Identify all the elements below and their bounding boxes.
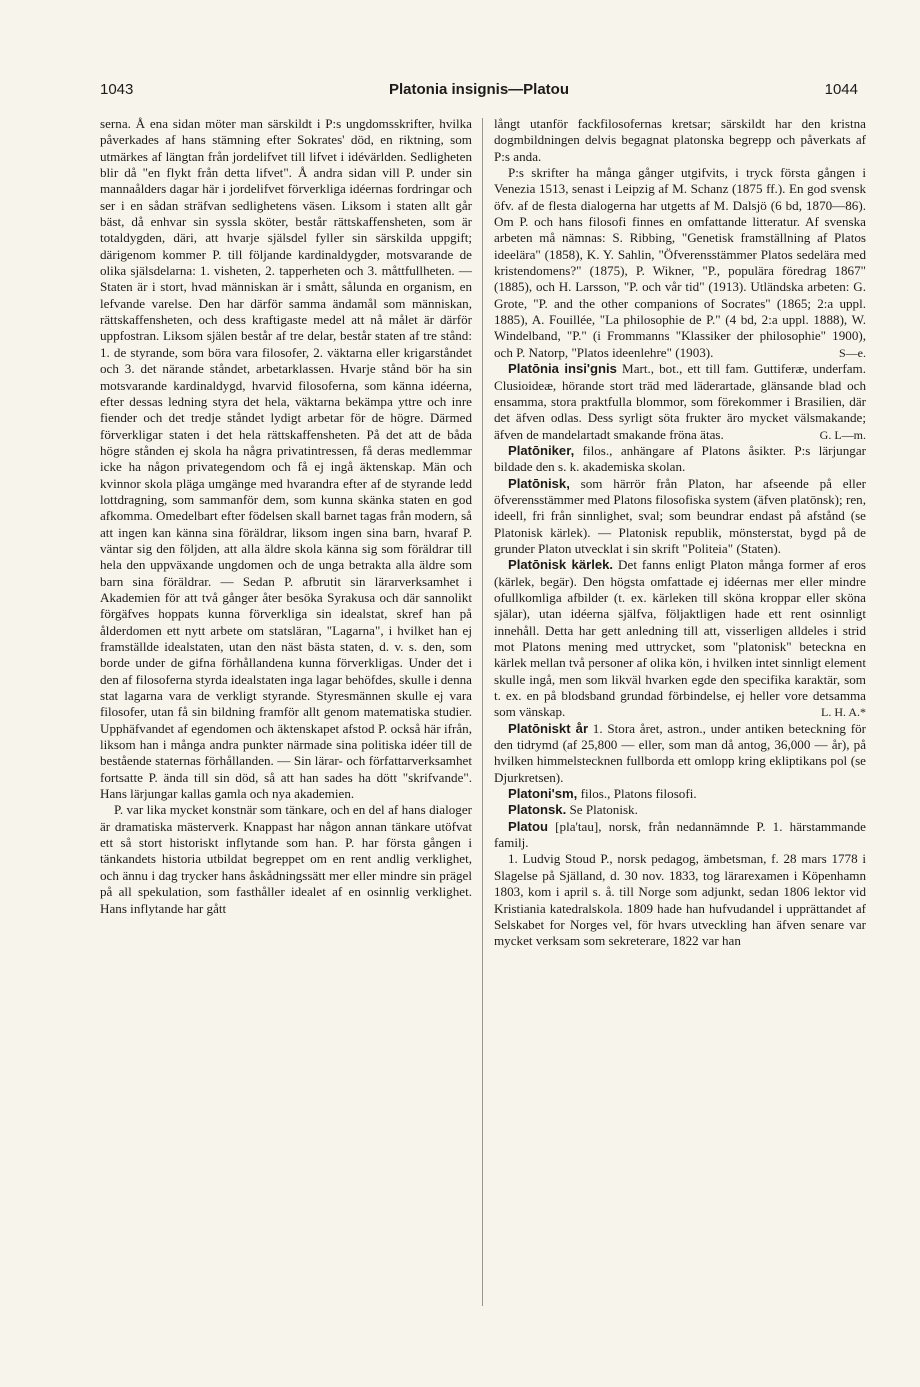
left-column — [100, 116, 472, 917]
entry-headword: Platōniskt år — [508, 720, 589, 736]
entry-body: filos., Platons filosofi. — [577, 786, 697, 802]
right-column — [494, 116, 866, 950]
column-divider — [482, 118, 483, 1306]
left-paragraph-2: P. var lika mycket konstnär som tänkare, och en del af hans dialoger är dramatiska mästerverk. Knappast har någon annan tänkare utöfvat ett så stort historiskt inflytande som han. P. har första gången i tänkandets historia utbildat begreppet om en rent andlig verklighet, och ännu i dag trycker hans åskådningssätt mer eller mindre sin prägel på all spekulation, som fasthåller idealet af en osinnlig verklighet. Hans inflytande har gått — [100, 802, 472, 916]
entry-headword: Platōnisk kärlek. — [508, 557, 614, 573]
entry-headword: Platōniker, — [508, 442, 575, 458]
right-paragraph-2 — [494, 165, 866, 361]
entry-body: [pla'tau], norsk, från nedannämnde P. 1. härstammande familj. — [494, 818, 866, 851]
entry-body: Se Platonisk. — [566, 802, 638, 818]
right-paragraph-1: långt utanför fackfilosofernas kretsar; särskildt har den kristna dogmbildningen delvis begagnat platonska begrepp och påverkats af P:s anda. — [494, 116, 866, 164]
entry-headword: Platoni'sm, — [508, 786, 578, 802]
entry-platoniker — [494, 443, 866, 476]
entry-body: filos., anhängare af Platons åsikter. P:s lärjungar bildade den s. k. akademiska skolan. — [494, 442, 866, 475]
entry-headword: Platonsk. — [508, 802, 567, 818]
author-signature: G. L—m. — [819, 427, 866, 442]
entry-platonisk-karlek — [494, 557, 866, 720]
bibliography-text: P:s skrifter ha många gånger utgifvits, i tryck första gången i Venezia 1513, senast i Leipzig af M. Schanz (1875 ff.). En god svensk öfv. af de flesta dialogerna har utgetts af M. Dalsjö (6 bd, 1870—86). Om P. och hans filosofi finnes en omfattande litteratur. Af svenska arbeten må nämnas: S. Ribbing, "Genetisk framställning af Platos ideelära" (1858), K. Y. Sahlin, "Öfverensstämmer Platos sedelära med kristendomens?" (1875), P. Wikner, "P., populära föredrag 1867" (1885), och H. Larsson, "P. och vår tid" (1913). Utländska arbeten: G. Grote, "P. and the other companions of Socrates" (1865; 2:a uppl. 1885), A. Fouillée, "La philosophie de P." (4 bd, 2:a uppl. 1888), W. Windelband, "P." (i Frommanns "Klassiker der philosophie" 1900), och P. Natorp, "Platos ideenlehre" (1903). — [494, 165, 866, 360]
entry-ludvig-stoud-platou: 1. Ludvig Stoud P., norsk pedagog, ämbetsman, f. 28 mars 1778 i Slagelse på Själland, d. 30 nov. 1833, tog lärarexamen i Köpenhamn 1803, kom i april s. å. till Norge som adjunkt, sedan 1806 lektor vid Kristiania katedralskola. 1809 hade han hufvudandel i upprättandet af Selskabet for Norges vel, för hvars utveckling han äfven senare var mycket verksam som sekreterare, 1822 var han — [494, 851, 866, 949]
left-paragraph-1: serna. Å ena sidan möter man särskildt i P:s ungdomsskrifter, hvilka påverkades af hans stämning efter Sokrates' död, en riktning, som utmärkes af längtan från jordelifvet till lifvet i idévärlden. Sedligheten blir då "en flykt från detta lifvet". Å andra sidan vill P. under sin mannaålders dagar här i jordelifvet förverkliga idéernas fordringar och ser i en sådan sträfvan sedlighetens väsen. Liksom i staten allt går bäst, då enhvar sin syssla sköter, består rättskaffensheten, som är totaldygden, däri, att hvarje själsdel fyller sin särskilda uppgift; därigenom kommer P. till följande kardinaldygder, motsvarande de olika själsdelarna: 1. visheten, 2. tapperheten och 3. måttfullheten. — Staten är i stort, hvad människan är i smått, sålunda en organism, en lefvande varelse. Den har därför samma ändamål som människan, rättskaffensheten, och dess kraftigaste medel att nå målet är därför uppfostran. Liksom själen består af tre delar, består staten af tre stånd: 1. de styrande, som böra vara filosofer, 2. väktarna eller krigarståndet och 3. det närande ståndet, arbetarklassen. Hvarje stånd bör ha sin motsvarande kardinaldygd, hvarvid filosoferna, som känna idéerna, efter dessas ledning styra det hela, väktarna bekämpa yttre och inre fiender och det tredje ståndet lydigt arbetar för de högre. Därmed förverkligar staten i det hela rättskaffensheten. På det att de båda högre stånden ej skola ha några privatintressen, få deras medlemmar icke ha någon privategendom och få ej ingå äktenskap. Män och kvinnor skola pläga umgänge med hvarandra efter af de styrande ledd lottdragning, som sammanför dem, som kunna skänka staten en god afkomma. Omedelbart efter födelsen skall barnet tagas från modern, så att ingen kan känna sina föräldrar, liksom ingen sina barn, hvaraf P. väntar sig den följden, att alla äldre skola känna sig som föräldrar till hela den uppväxande ungdomen och de unga betrakta alla äldre som barn sina föräldrar. — Sedan P. afbrutit sin lärarverksamhet i Akademien för att två gånger åter besöka Syrakusa och där sannolikt förgäfves hoppats kunna förverkliga sin idealstat, skref han på ålderdomen ett nytt arbete om statsläran, "Lagarna", i hvilket han ej framställde idealstaten, utan den näst bästa staten, d. v. s. den, som borde under de gifna förhållandena kunna förverkligas. Under det i den af filosoferna styrda idealstaten inga lagar behöfdes, skulle i denna stat lagarna vara de verkligt styrande. Styresmännen skulle ej vara filosofer, utan få sin bildning framför allt genom matematiska studier. Upphäfvandet af egendomen och äktenskapet afstod P. också här ifrån, liksom han i många andra punkter närmade sina politiska idéer till de bestående staternas förhållanden. — Sin lärar- och författarverksamhet fortsatte P. ända till sin död, så att han sades ha dött "skrifvande". Hans lärjungar kallas gamla och nya akademien. — [100, 116, 472, 802]
page-header — [100, 78, 858, 100]
page-number-right: 1044 — [824, 80, 858, 98]
entry-platonsk — [494, 802, 866, 818]
running-title: Platonia insignis—Platou — [388, 80, 570, 98]
entry-platou — [494, 819, 866, 852]
author-signature: S—e. — [839, 345, 866, 360]
entry-body: 1. Stora året, astron., under antiken beteckning för den tidrymd (af 25,800 — eller, som man då antog, 36,000 — år), på hvilken himmelstecknen fullborda ett omlopp kring ekliptikans pol (se Djurkretsen). — [494, 720, 866, 785]
entry-body: som härrör från Platon, har afseende på eller öfverensstämmer med Platons filosofiska system (äfven platōnsk); ren, ideell, fri från sinnlighet, sval; som beundrar endast på afstånd (se Platonisk kärlek). — Platonisk republik, mönsterstat, bygd på de grunder Platon utvecklat i sin skrift "Politeia" (Staten). — [494, 475, 866, 556]
entry-body: Mart., bot., ett till fam. Guttiferæ, underfam. Clusioideæ, hörande stort träd med läderartade, glänsande blad och ensamma, stora praktfulla blommor, som förekommer i Brasilien, där det äfven odlas. Dess syrligt söta frukter äro mycket välsmakande; äfven de mandelartadt smakande fröna ätas. — [494, 361, 867, 442]
page-number-left: 1043 — [100, 80, 134, 98]
entry-platonia-insignis — [494, 361, 866, 443]
author-signature: L. H. A.* — [821, 705, 866, 720]
entry-headword: Platou — [508, 818, 549, 834]
entry-body: Det fanns enligt Platon många former af eros (kärlek, begär). Den högsta omfattade ej idéernas mer eller mindre ofullkomliga afbilder (t. ex. kärleken till sköna kroppar eller sköna själar), utan idéerna själfva, följaktligen hade ett rent osinnligt innehåll. Detta har gett anledning till att, visserligen alldeles i strid mot Platons mening med uttrycket, som "platonisk" beteckna en kärlek mellan två personer af olika kön, i hvilken intet sinnligt element skulle ingå, men som likväl hvarken egde den specifika karaktär, som t. ex. en på blodsband grundad förbindelse, ej heller vore detsamma som vänskap. — [494, 557, 866, 720]
entry-platonisk — [494, 476, 866, 558]
entry-platoniskt-ar — [494, 721, 866, 786]
entry-headword: Platōnisk, — [508, 475, 570, 491]
entry-platonism — [494, 786, 866, 802]
entry-headword: Platōnia insi'gnis — [508, 361, 617, 377]
